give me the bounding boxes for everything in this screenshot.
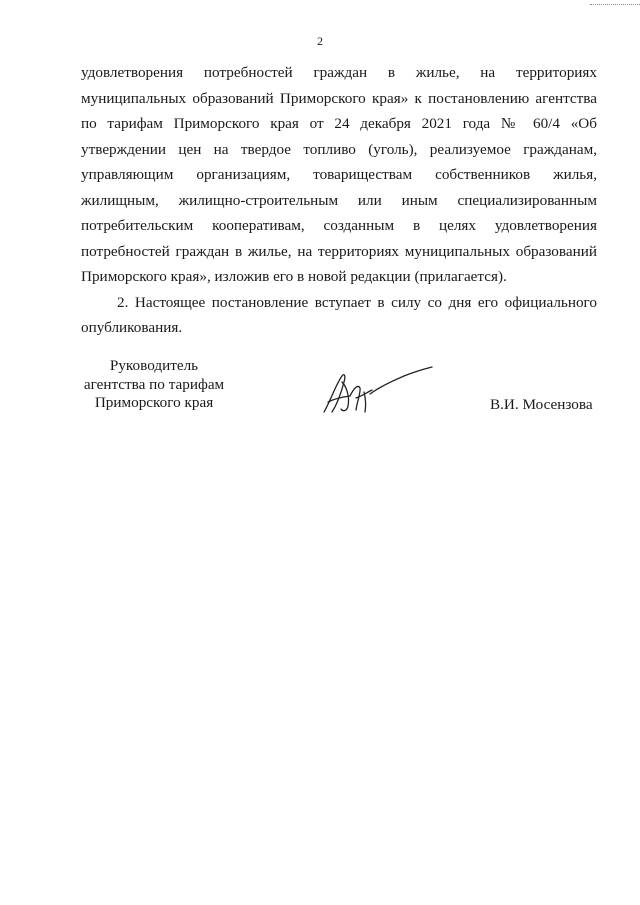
signer-position-line-3: Приморского края <box>94 394 214 411</box>
handwritten-signature <box>320 362 435 422</box>
signer-position <box>74 357 234 413</box>
paragraph-2: 2. Настоящее постановление вступает в силу со дня его официального опубликования. <box>81 293 597 336</box>
signer-position-line-2: агентства по тарифам <box>83 375 225 393</box>
paragraph-1: удовлетворения потребностей граждан в жилье, на территориях муниципальных образований Приморского края» к постановлению агентства по тарифам Приморского края от 24 декабря 2021 года № 60/4 «Об утверждении цен на твердое топливо (уголь), реализуемое гражданам, управляющим организациям, товариществам собственников жилья, жилищным, жилищно-строительным или иным специализированным потребительским кооперативам, созданным в целях удовлетворения потребностей граждан в жилье, на территориях муниципальных образований Приморского края», изложив его в новой редакции (прилагается). <box>81 64 597 285</box>
signer-position-line-1: Руководитель <box>109 357 199 374</box>
signer-name: В.И. Мосензова <box>490 396 593 413</box>
corner-scan-mark <box>590 4 640 5</box>
page-number: 2 <box>317 34 323 48</box>
document-body <box>81 60 597 341</box>
